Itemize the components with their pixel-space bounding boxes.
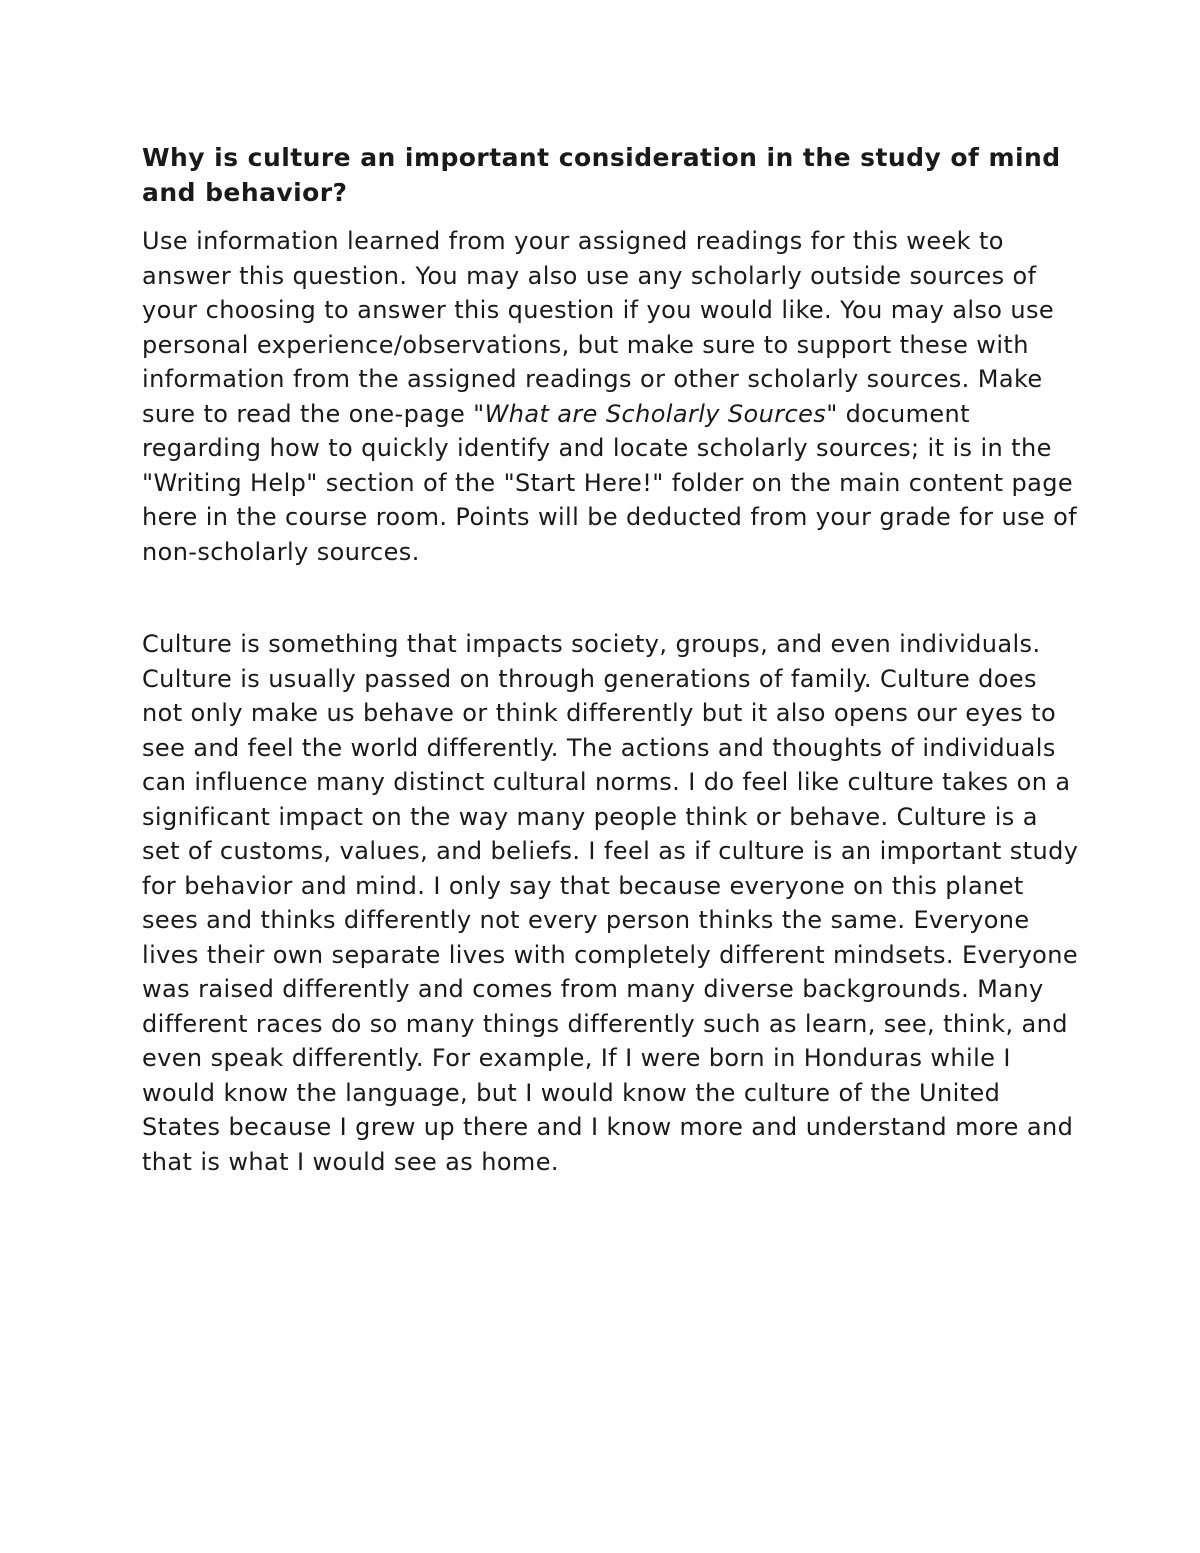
answer-paragraph: Culture is something that impacts society, groups, and even individuals. Culture is usually passed on through generations of family. Culture does not only make us behave or think differently but it also opens our eyes to see and feel the world differently. The actions and thoughts of individuals can influence many distinct cultural norms. I do feel like culture takes on a significant impact on the way many people think or behave. Culture is a set of customs, values, and beliefs. I feel as if culture is an important study for behavior and mind. I only say that because everyone on this planet sees and thinks differently not every person thinks the same. Everyone lives their own separate lives with completely different mindsets. Everyone was raised differently and comes from many diverse backgrounds. Many different races do so many things differently such as learn, see, think, and even speak differently. For example, If I were born in Honduras while I would know the language, but I would know the culture of the United States because I grew up there and I know more and understand more and that is what I would see as home. xyxy=(142,630,1079,1176)
instructions-text-end: " document regarding how to quickly identify and locate scholarly sources; it is in the "Writing Help" section of the "Start Here!" folder on the main content page here in the course room. Points will be deducted from your grade for use of non-scholarly sources. xyxy=(142,399,1078,566)
scholarly-sources-document-title: What are Scholarly Sources xyxy=(484,399,827,428)
instructions-text-start: Use information learned from your assigned readings for this week to answer this question. You may also use any scholarly outside sources of your choosing to answer this question if you would like. You may also use personal experience/observations, but make sure to support these with information from the assigned readings or other scholarly sources. Make sure to read the one-page " xyxy=(142,227,1055,428)
instructions-paragraph xyxy=(142,224,1082,569)
document-page xyxy=(142,140,1082,1179)
question-heading: Why is culture an important consideration in the study of mind and behavior? xyxy=(142,143,1061,207)
